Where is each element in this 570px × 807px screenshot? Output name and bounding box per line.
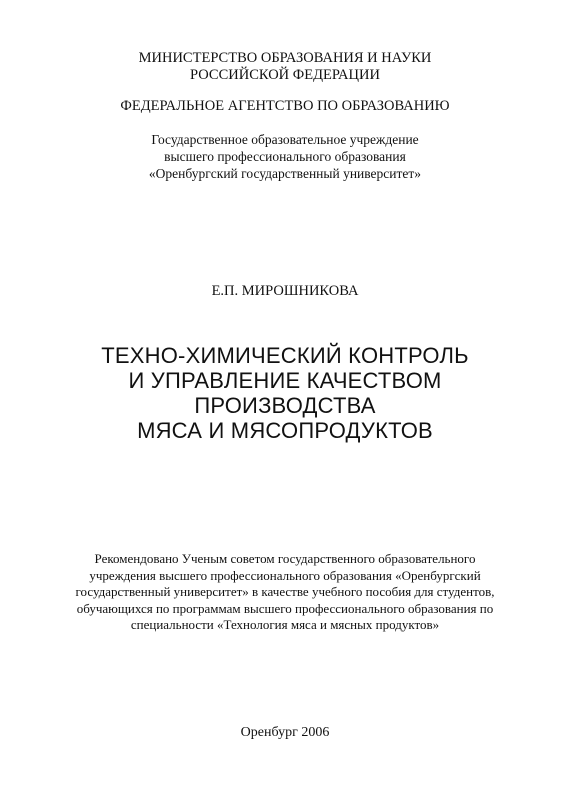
ministry-line: РОССИЙСКОЙ ФЕДЕРАЦИИ — [190, 67, 380, 83]
author-name — [20, 283, 550, 300]
agency-heading — [20, 98, 550, 115]
title-line: МЯСА И МЯСОПРОДУКТОВ — [137, 418, 433, 443]
recommendation-line: обучающихся по программам высшего профессионального образования по — [76, 600, 494, 616]
recommendation-line: государственный университет» в качестве учебного пособия для студентов, — [75, 584, 495, 599]
ministry-heading — [20, 50, 550, 84]
agency-line: ФЕДЕРАЛЬНОЕ АГЕНТСТВО ПО ОБРАЗОВАНИЮ — [120, 98, 450, 114]
book-title — [20, 343, 550, 443]
recommendation-line: специальности «Технология мяса и мясных продуктов» — [130, 617, 440, 632]
title-line: ТЕХНО-ХИМИЧЕСКИЙ КОНТРОЛЬ — [101, 343, 469, 368]
author-line: Е.П. МИРОШНИКОВА — [211, 283, 359, 299]
title-line: И УПРАВЛЕНИЕ КАЧЕСТВОМ — [128, 368, 442, 393]
city-year-line: Оренбург 2006 — [240, 725, 330, 740]
recommendation-line: учреждения высшего профессионального образования «Оренбургский — [89, 567, 481, 583]
recommendation-line: Рекомендовано Ученым советом государственного образовательного — [94, 551, 476, 566]
ministry-line: МИНИСТЕРСТВО ОБРАЗОВАНИЯ И НАУКИ — [138, 50, 432, 66]
title-line: ПРОИЗВОДСТВА — [194, 393, 376, 418]
institution-line: Государственное образовательное учреждение — [151, 132, 419, 147]
recommendation-text — [20, 551, 550, 634]
institution-line: высшего профессионального образования — [164, 149, 406, 164]
city-year — [20, 724, 550, 741]
institution-heading — [20, 131, 550, 182]
institution-line: «Оренбургский государственный университет» — [148, 166, 422, 181]
